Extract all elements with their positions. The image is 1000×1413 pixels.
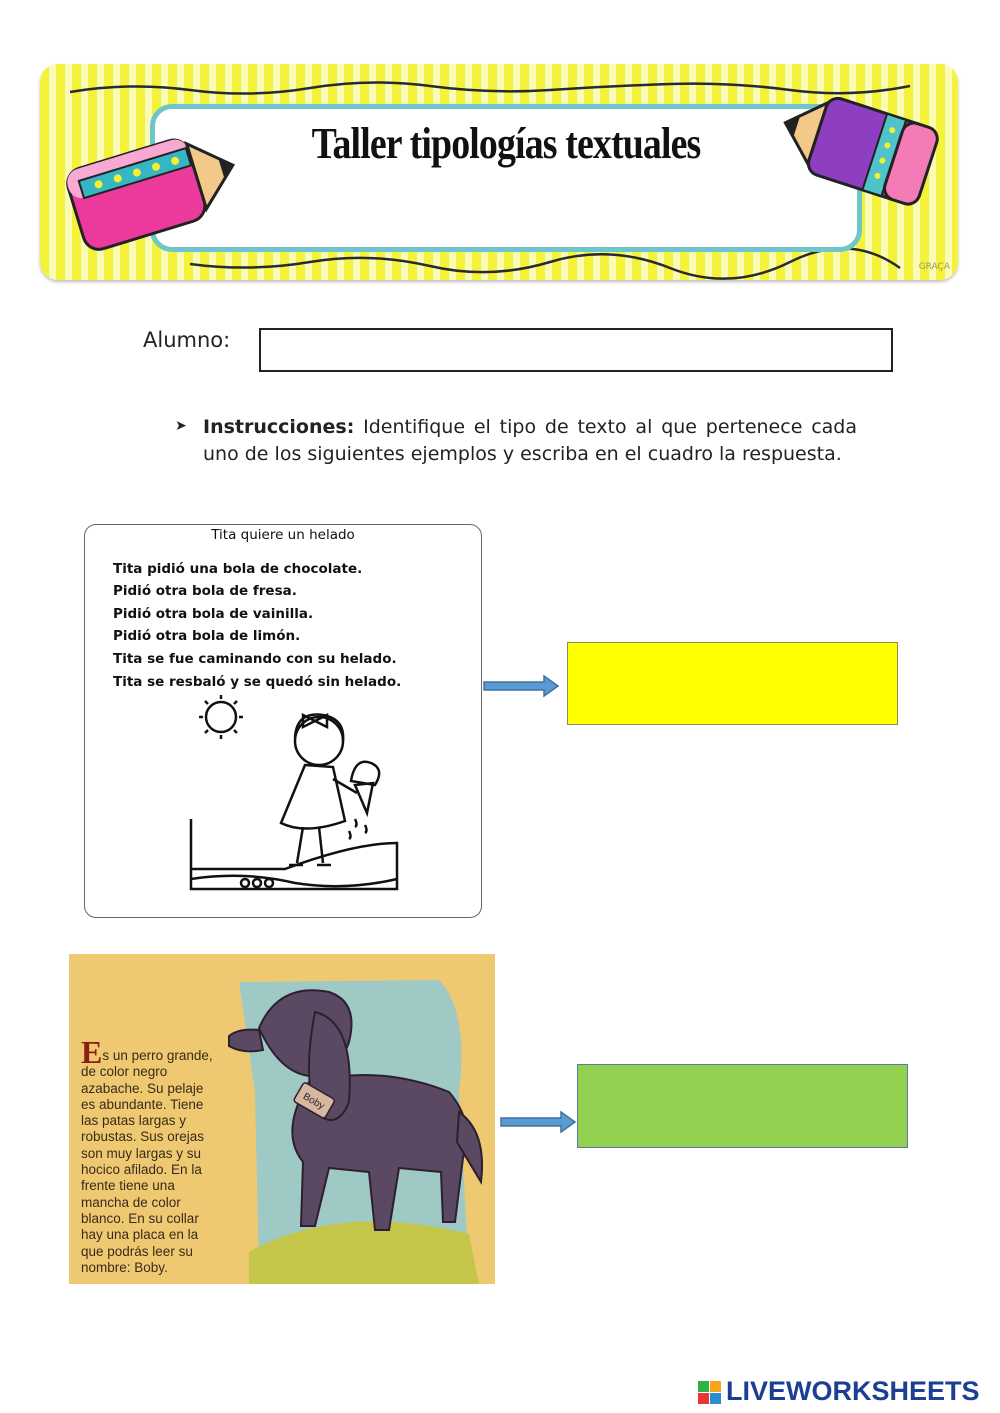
arrow-right-icon bbox=[499, 1110, 579, 1134]
example-2-line: blanco. En su collar bbox=[81, 1210, 199, 1226]
story-line: Pidió otra bola de fresa. bbox=[113, 583, 297, 599]
dog-name-tag: Boby bbox=[300, 1091, 327, 1113]
example-2-card bbox=[69, 954, 495, 1284]
student-name-input[interactable] bbox=[259, 328, 893, 372]
girl-ice-cream-illustration bbox=[185, 693, 405, 893]
story-line: Pidió otra bola de vainilla. bbox=[113, 606, 314, 622]
example-2-line: robustas. Sus orejas bbox=[81, 1129, 205, 1145]
example-2-line: las patas largas y bbox=[81, 1113, 187, 1129]
arrow-bullet-icon: ➤ bbox=[175, 418, 187, 434]
answer-box-2[interactable] bbox=[577, 1064, 908, 1148]
example-2-text bbox=[81, 1034, 231, 1276]
student-name-label: Alumno: bbox=[143, 328, 231, 352]
story-line: Tita pidió una bola de chocolate. bbox=[113, 561, 363, 577]
example-1-title: Tita quiere un helado bbox=[211, 527, 355, 543]
page-title: Taller tipologías textuales bbox=[311, 119, 701, 168]
example-2-line: s un perro grande, bbox=[102, 1048, 213, 1063]
example-2-line: es abundante. Tiene bbox=[81, 1096, 204, 1112]
instructions-body: Identifique el tipo de texto al que pertenece cada uno de los siguientes ejemplos y escriba en el cuadro la respuesta. bbox=[203, 416, 858, 465]
example-2-line: azabache. Su pelaje bbox=[81, 1080, 204, 1096]
example-2-line: hocico afilado. En la bbox=[81, 1162, 202, 1178]
example-2-line: frente tiene una bbox=[81, 1178, 175, 1194]
instructions-text bbox=[203, 414, 857, 467]
dog-illustration bbox=[219, 972, 489, 1284]
story-line: Pidió otra bola de limón. bbox=[113, 628, 301, 644]
example-2-line: de color negro bbox=[81, 1064, 168, 1080]
example-2-line: que podrás leer su bbox=[81, 1243, 193, 1259]
drop-cap: E bbox=[81, 1034, 103, 1070]
example-2-line: mancha de color bbox=[81, 1194, 181, 1210]
liveworksheets-icon bbox=[697, 1379, 723, 1407]
answer-box-1[interactable] bbox=[567, 642, 898, 725]
example-2-line: hay una placa en la bbox=[81, 1227, 199, 1243]
example-1-card bbox=[84, 524, 482, 918]
story-line: Tita se resbaló y se quedó sin helado. bbox=[113, 674, 402, 690]
banner-credit: GRAÇA bbox=[918, 262, 950, 272]
arrow-right-icon bbox=[482, 674, 562, 698]
example-2-line: nombre: Boby. bbox=[81, 1259, 168, 1275]
story-line: Tita se fue caminando con su helado. bbox=[113, 651, 397, 667]
instructions-heading: Instrucciones: bbox=[203, 416, 355, 438]
purple-pencil-icon bbox=[772, 80, 942, 210]
liveworksheets-wordmark: LIVEWORKSHEETS bbox=[726, 1376, 980, 1406]
example-2-line: son muy largas y su bbox=[81, 1145, 202, 1161]
pink-pencil-icon bbox=[58, 120, 238, 270]
